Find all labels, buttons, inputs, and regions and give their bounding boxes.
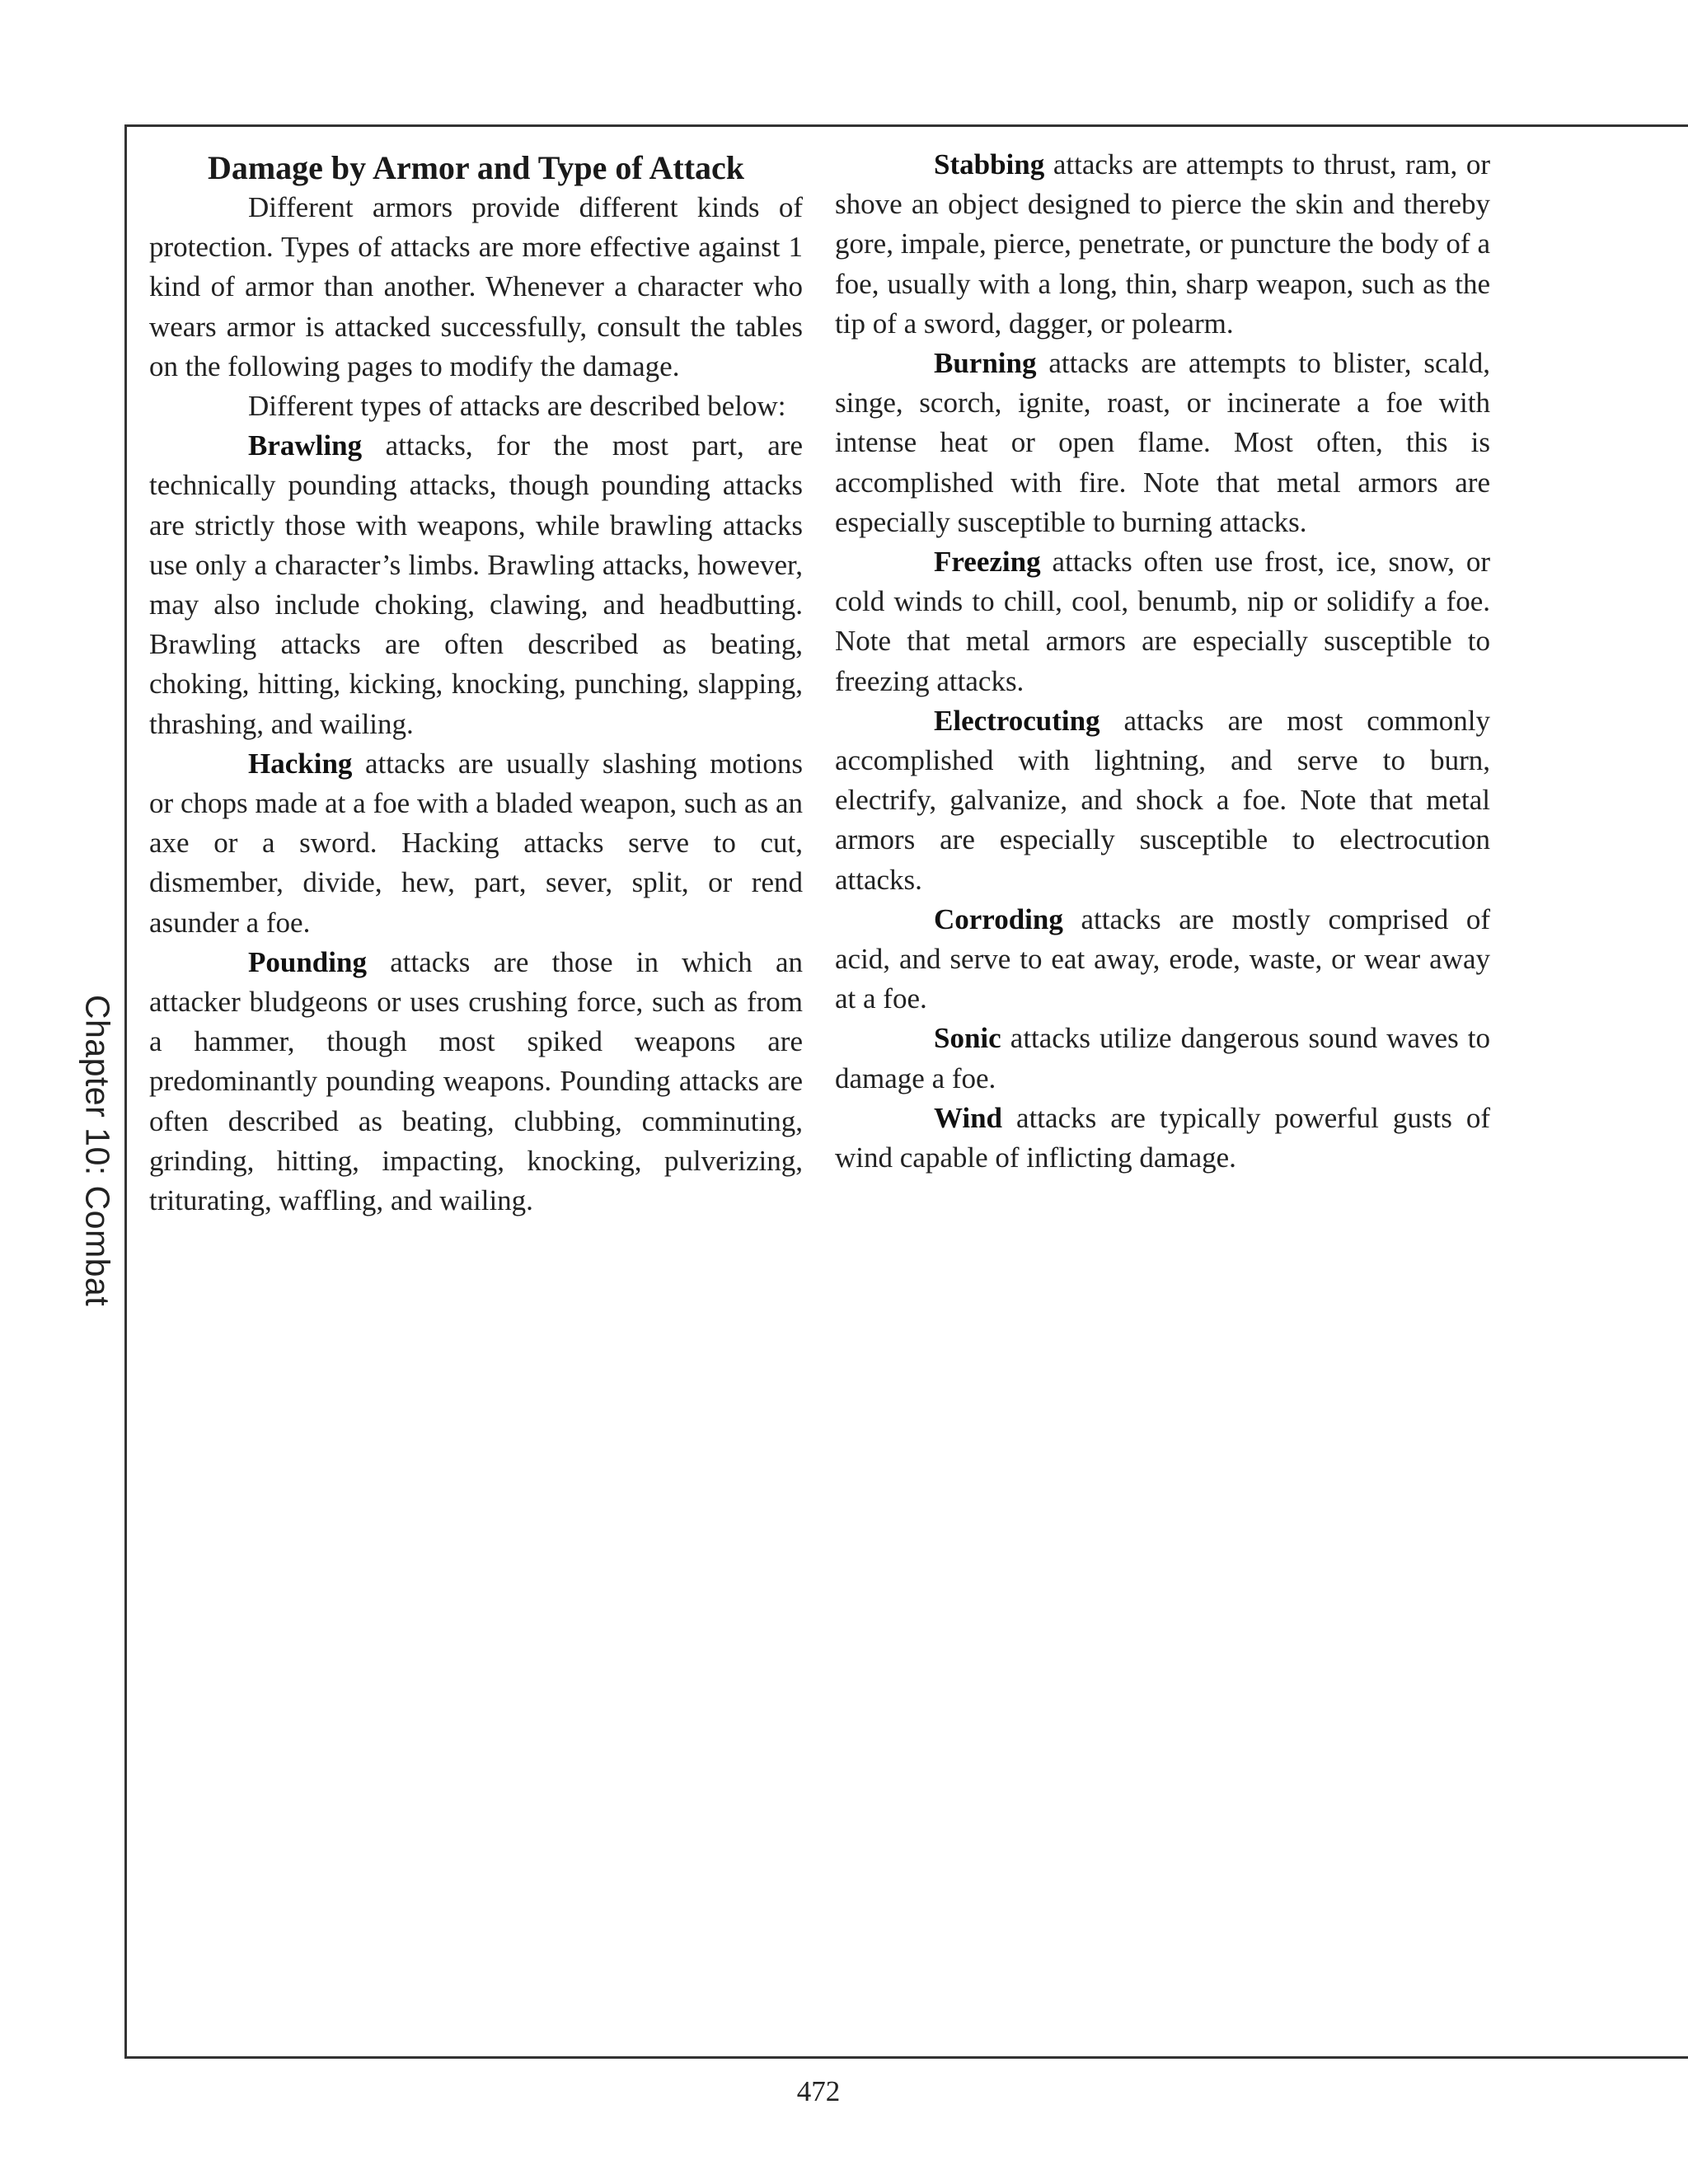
intro-paragraph-1: Different armors provide different kinds of protection. Types of attacks are more effective against 1 kind of armor than another. Whenever a character who wears armor is attacked successfully, consult the tables on the following pages to modify the damage. <box>149 191 803 382</box>
attack-description: attacks, for the most part, are technically pounding attacks, though pounding attacks are strictly those with weapons, while brawling attacks use only a character’s limbs. Brawling attacks, however, may also include choking, clawing, and headbutting. Brawling attacks are often described as beating, choking, hitting, kicking, knocking, punching, slapping, thrashing, and wailing. <box>149 429 803 740</box>
chapter-side-label: Chapter 10: Combat <box>78 994 117 1307</box>
attack-paragraph-burning <box>835 344 1490 542</box>
attack-description: attacks are typically powerful gusts of wind capable of inflicting damage. <box>835 1101 1490 1174</box>
attack-description: attacks often use frost, ice, snow, or cold winds to chill, cool, benumb, nip or solidify a foe. Note that metal armors are especially susceptible to freezing attacks. <box>835 546 1490 697</box>
attack-term: Corroding <box>934 902 1063 935</box>
attack-term: Hacking <box>248 747 353 780</box>
attack-paragraph-pounding <box>149 943 803 1221</box>
intro-paragraph-2: Different types of attacks are described below: <box>248 390 786 423</box>
attack-paragraph-freezing <box>835 542 1490 701</box>
attack-description: attacks are attempts to blister, scald, singe, scorch, ignite, roast, or incinerate a foe with intense heat or open flame. Most often, this is accomplished with fire. Note that metal armors are especially susceptible to burning attacks. <box>835 347 1490 538</box>
attack-term: Stabbing <box>934 148 1045 180</box>
attack-term: Wind <box>934 1101 1003 1134</box>
attack-paragraph-brawling <box>149 426 803 744</box>
attack-paragraph-electrocuting <box>835 701 1490 900</box>
right-column <box>835 145 1490 1178</box>
section-heading: Damage by Armor and Type of Attack <box>207 149 745 186</box>
attack-paragraph-stabbing <box>835 145 1490 344</box>
attack-description: attacks utilize dangerous sound waves to damage a foe. <box>835 1022 1490 1094</box>
attack-paragraph-sonic <box>835 1019 1490 1098</box>
attack-description: attacks are most commonly accomplished with lightning, and serve to burn, electrify, galvanize, and shock a foe. Note that metal armors are especially susceptible to electrocution attacks. <box>835 704 1490 896</box>
attack-paragraph-wind <box>835 1099 1490 1178</box>
attack-description: attacks are mostly comprised of acid, and serve to eat away, erode, waste, or wear away at a foe. <box>835 902 1490 1015</box>
attack-term: Sonic <box>934 1022 1001 1055</box>
attack-description: attacks are attempts to thrust, ram, or shove an object designed to pierce the skin and thereby gore, impale, pierce, penetrate, or puncture the body of a foe, usually with a long, thin, sharp weapon, such as the tip of a sword, dagger, or polearm. <box>835 148 1490 340</box>
left-column <box>149 145 803 1221</box>
attack-paragraph-hacking <box>149 744 803 943</box>
page-number: 472 <box>796 2075 841 2107</box>
attack-paragraph-corroding <box>835 900 1490 1019</box>
attack-term: Pounding <box>248 945 367 978</box>
attack-term: Freezing <box>934 546 1041 579</box>
attack-term: Brawling <box>248 429 363 462</box>
attack-term: Electrocuting <box>934 704 1100 737</box>
attack-description: attacks are usually slashing motions or chops made at a foe with a bladed weapon, such as an axe or a sword. Hacking attacks serve to cut, dismember, divide, hew, part, sever, split, or rend asunder a foe. <box>149 747 803 939</box>
attack-description: attacks are those in which an attacker bludgeons or uses crushing force, such as from a hammer, though most spiked weapons are predominantly pounding weapons. Pounding attacks are often described as beating, clubbing, comminuting, grinding, hitting, impacting, knocking, pulverizing, triturating, waffling, and wailing. <box>149 945 803 1217</box>
attack-term: Burning <box>934 347 1037 380</box>
